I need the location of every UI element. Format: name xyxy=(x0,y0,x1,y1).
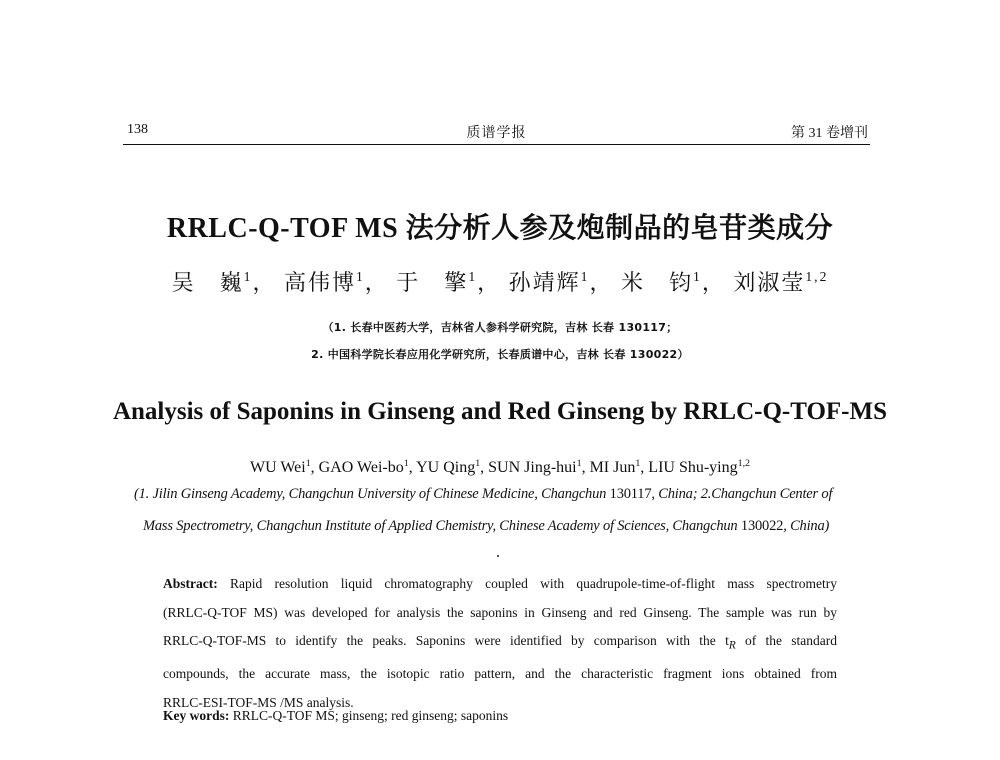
affiliation-text: (1. Jilin Ginseng Academy, Changchun University of Chinese Medicine, Changchun xyxy=(134,486,610,502)
affiliation-text: , China; 2.Changchun Center of xyxy=(651,486,833,502)
author-cn: 高伟博 xyxy=(283,270,356,295)
author-affil-mark: 1 xyxy=(693,269,702,285)
author-affil-mark: 1 xyxy=(403,458,409,469)
author-cn: 于 擎 xyxy=(396,270,469,295)
authors-english: WU Wei$^1$, GAO Wei-$bo^1$, YU Qing$^1$, SUN Jing-hui$^1$, MI Jun$^1$, LIU Shu-ying$^{1,2}$ xyxy=(249,458,751,477)
authors-chinese: 吴 巍$^1$， 高伟博$^1$， 于 擎$^1$， 孙靖辉$^1$， 米 钧$^1$， 刘淑莹$^{1,2}$ xyxy=(171,269,829,295)
author-affil-mark: 1,2 xyxy=(805,269,829,285)
author-cn: 刘淑莹 xyxy=(733,270,806,295)
affiliation-en-1 xyxy=(134,486,878,503)
author-affil-mark: 1 xyxy=(355,269,365,285)
affiliation-cn-1: （1. 长春中医药大学，吉林省人参科学研究院，吉林 长春 130117； xyxy=(322,321,678,334)
abstract-line: RRLC-Q-TOF-MS to identify the peaks. Saponins were identified by comparison with the $t_R$ of the standard xyxy=(163,633,837,652)
author-en: LIU Shu-ying xyxy=(648,459,738,477)
abstract xyxy=(163,570,837,717)
affiliation-cn-2: 2. 中国科学院长春应用化学研究所，长春质谱中心，吉林 长春 130022） xyxy=(311,348,689,361)
abstract-line: (RRLC-Q-TOF MS) was developed for analysis the saponins in Ginseng and red Ginseng. The sample was run by xyxy=(163,604,837,620)
author-en: GAO Wei-bo xyxy=(318,459,404,477)
abstract-label: Abstract: xyxy=(163,576,218,591)
abstract-line: RRLC-ESI-TOF-MS /MS analysis. xyxy=(163,694,354,710)
postal-code: 130117 xyxy=(609,486,652,502)
subscript: R xyxy=(728,639,736,652)
author-en: MI Jun xyxy=(589,459,636,477)
author-affil-mark: 1 xyxy=(576,458,582,469)
keywords-label: Key words: xyxy=(163,708,230,723)
author-cn: 米 钧 xyxy=(620,270,693,295)
keywords-text: RRLC-Q-TOF MS; ginseng; red ginseng; saponins xyxy=(229,708,509,723)
author-en: SUN Jing-hui xyxy=(488,459,577,477)
author-cn: 吴 巍 xyxy=(171,270,244,295)
page-number: 138 xyxy=(127,122,148,137)
stray-mark xyxy=(497,555,499,557)
author-affil-mark: 1 xyxy=(580,269,590,285)
abstract-line: Abstract: Rapid resolution liquid chromatography coupled with quadrupole-time-of-flight mass spectrometry xyxy=(163,576,837,591)
author-affil-mark: 1 xyxy=(635,458,641,469)
affiliation-en-2 xyxy=(143,518,887,535)
title-english: Analysis of Saponins in Ginseng and Red Ginseng by RRLC-Q-TOF-MS xyxy=(112,398,888,425)
keywords xyxy=(163,708,508,724)
abstract-line: compounds, the accurate mass, the isotopic ratio pattern, and the characteristic fragment ions obtained from xyxy=(163,666,837,682)
author-en: WU Wei xyxy=(249,459,306,477)
running-head xyxy=(123,120,870,145)
author-affil-mark: 1 xyxy=(305,458,311,469)
author-en: YU Qing xyxy=(416,459,476,477)
author-affil-mark: 1 xyxy=(243,269,253,285)
author-affil-mark: 1 xyxy=(475,458,481,469)
title-chinese: RRLC-Q-TOF MS 法分析人参及炮制品的皂苷类成分 xyxy=(166,213,834,244)
volume-info: 第 31 卷增刊 xyxy=(791,126,868,141)
author-affil-mark: 1 xyxy=(468,269,478,285)
affiliation-text: , China) xyxy=(783,518,830,534)
postal-code: 130022 xyxy=(740,518,784,534)
author-cn: 孙靖辉 xyxy=(508,270,581,295)
journal-name: 质谱学报 xyxy=(466,126,527,141)
affiliation-text: Mass Spectrometry, Changchun Institute of Applied Chemistry, Chinese Academy of Sciences, Changchun xyxy=(143,518,741,534)
author-affil-mark: 1,2 xyxy=(737,458,751,469)
